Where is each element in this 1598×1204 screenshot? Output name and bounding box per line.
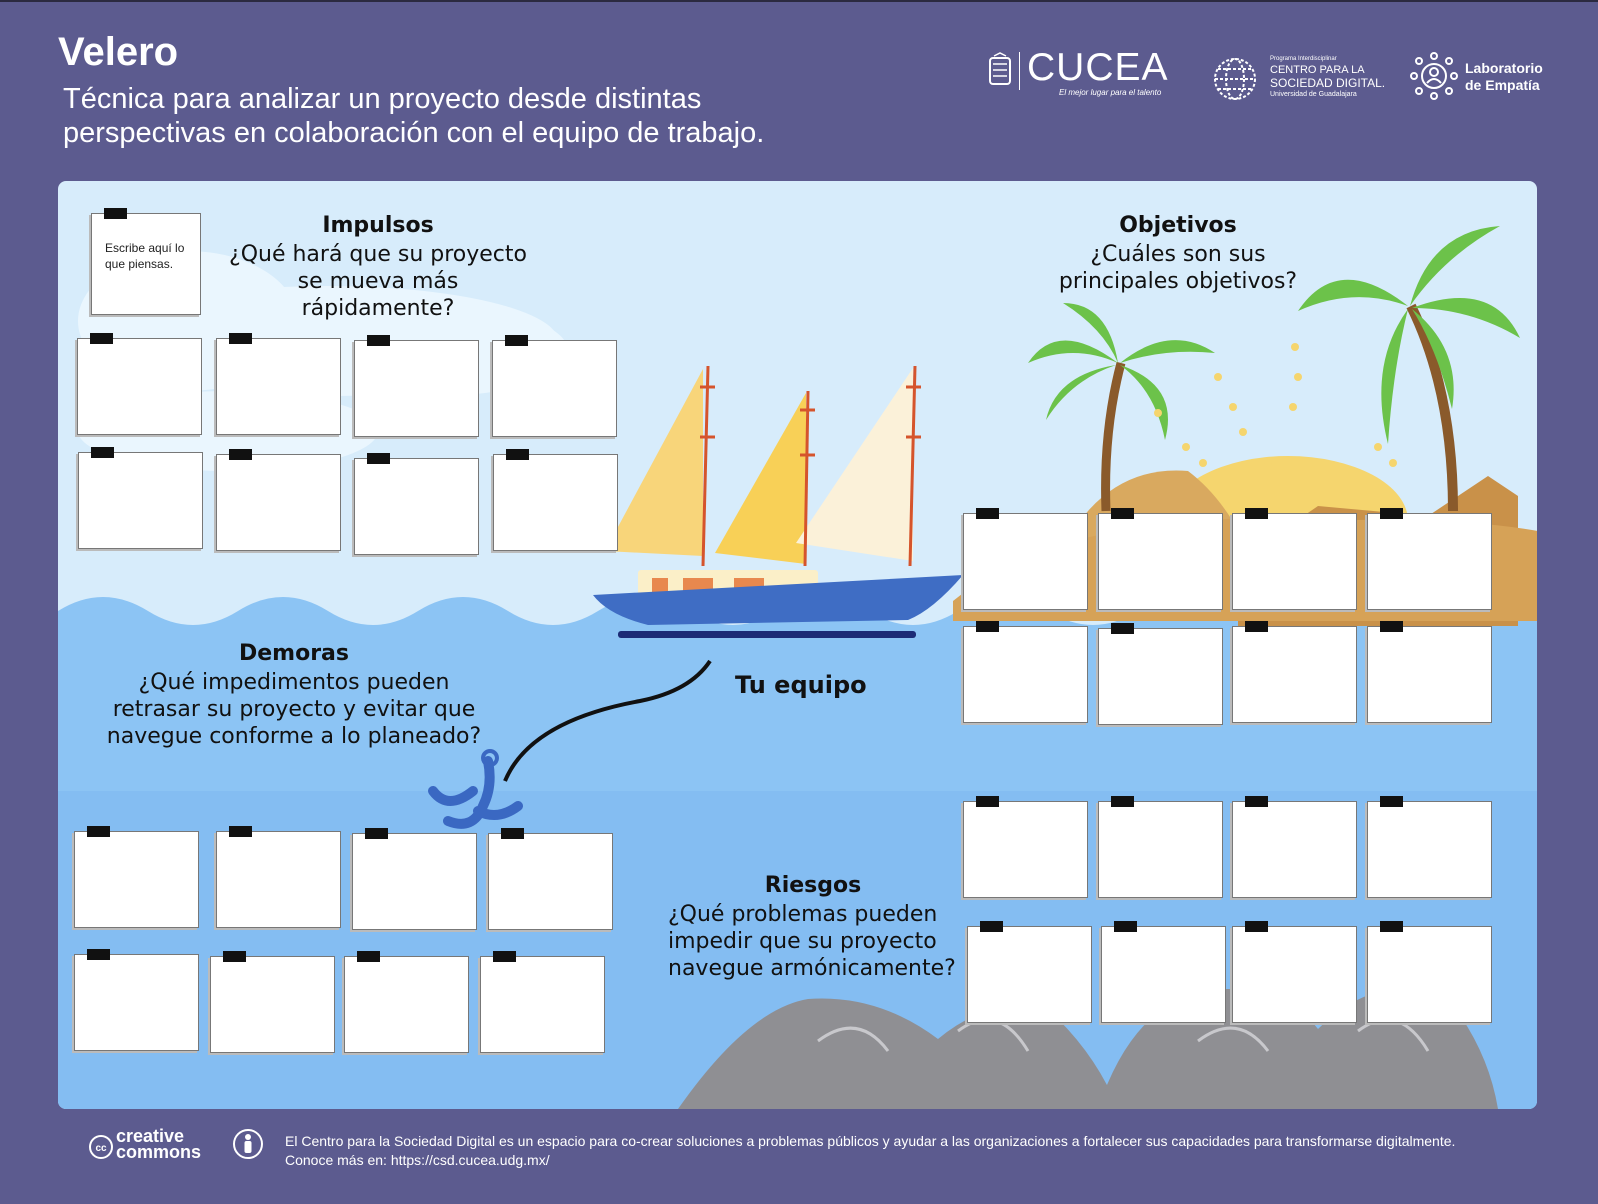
tape	[1245, 621, 1268, 632]
tape	[1380, 621, 1403, 632]
tape	[1114, 921, 1137, 932]
laboratorio-empatia-logo: Laboratorio de Empatía	[1410, 52, 1560, 102]
riesgos-section	[668, 871, 958, 982]
footer-link[interactable]: Conoce más en: https://csd.cucea.udg.mx/	[285, 1152, 550, 1168]
example-sticky-note[interactable]	[91, 213, 201, 315]
tape	[229, 826, 252, 837]
page-subtitle: Técnica para analizar un proyecto desde distintas perspectivas en colaboración con el equipo de trabajo.	[63, 83, 765, 149]
demoras-note[interactable]	[480, 956, 605, 1053]
objetivos-note[interactable]	[1098, 513, 1223, 610]
impulsos-note[interactable]	[492, 340, 617, 437]
riesgos-note[interactable]	[963, 801, 1088, 898]
tape	[223, 951, 246, 962]
footer-description: El Centro para la Sociedad Digital es un espacio para co-crear soluciones a problemas públicos y ayudar a las organizaciones a fortalecer sus capacidades para transformarse digitalmente.	[285, 1133, 1456, 1149]
tape	[365, 828, 388, 839]
impulsos-note[interactable]	[354, 458, 479, 555]
example-note-text: Escribe aquí lo que piensas.	[105, 241, 185, 271]
tape	[229, 449, 252, 460]
tape	[90, 333, 113, 344]
impulsos-note[interactable]	[77, 338, 202, 435]
demoras-note[interactable]	[74, 954, 199, 1051]
objetivos-note[interactable]	[1367, 626, 1492, 723]
team-label: Tu equipo	[735, 671, 867, 699]
university-seal-icon	[985, 52, 1015, 92]
objetivos-note[interactable]	[1098, 628, 1223, 725]
tape	[367, 335, 390, 346]
cc-icon	[88, 1134, 114, 1160]
demoras-question: ¿Qué impedimentos pueden retrasar su proyecto y evitar que navegue conforme a lo planeado?	[106, 670, 482, 749]
tape	[367, 453, 390, 464]
demoras-note[interactable]	[210, 956, 335, 1053]
tape	[357, 951, 380, 962]
demoras-note[interactable]	[74, 831, 199, 928]
tape	[1111, 508, 1134, 519]
demoras-section	[98, 639, 490, 750]
page-title: Velero	[58, 30, 179, 74]
tape	[1111, 623, 1134, 634]
demoras-note[interactable]	[216, 831, 341, 928]
csd-logo: Programa Interdisciplinar CENTRO PARA LA SOCIEDAD DIGITAL. Universidad de Guadalajara	[1212, 56, 1397, 104]
tape	[976, 621, 999, 632]
demoras-note[interactable]	[488, 833, 613, 930]
impulsos-note[interactable]	[493, 454, 618, 551]
tape	[91, 447, 114, 458]
tape	[1380, 796, 1403, 807]
objetivos-section	[1028, 211, 1328, 295]
demoras-title: Demoras	[238, 641, 349, 666]
footer-text	[285, 1132, 1545, 1170]
riesgos-title: Riesgos	[764, 873, 862, 898]
svg-text:cc: cc	[95, 1143, 107, 1154]
objetivos-note[interactable]	[1232, 626, 1357, 723]
tape	[1380, 921, 1403, 932]
tape	[493, 951, 516, 962]
tape	[87, 949, 110, 960]
tape	[1111, 796, 1134, 807]
demoras-note[interactable]	[352, 833, 477, 930]
tape	[980, 921, 1003, 932]
tape	[1380, 508, 1403, 519]
riesgos-note[interactable]	[1232, 801, 1357, 898]
riesgos-note[interactable]	[1367, 801, 1492, 898]
impulsos-note[interactable]	[216, 454, 341, 551]
attribution-icon	[232, 1128, 264, 1160]
demoras-note[interactable]	[344, 956, 469, 1053]
impulsos-question: ¿Qué hará que su proyecto se mueva más rápidamente?	[229, 242, 527, 321]
riesgos-note[interactable]	[1232, 926, 1357, 1023]
tape	[229, 333, 252, 344]
sailboat-illustration	[593, 366, 963, 638]
tape	[976, 796, 999, 807]
impulsos-note[interactable]	[216, 338, 341, 435]
tape	[1245, 921, 1268, 932]
tape	[505, 335, 528, 346]
objetivos-question: ¿Cuáles son sus principales objetivos?	[1058, 242, 1298, 294]
riesgos-question: ¿Qué problemas pueden impedir que su proyecto navegue armónicamente?	[668, 902, 956, 981]
impulsos-section	[218, 211, 538, 322]
impulsos-note[interactable]	[354, 340, 479, 437]
tape	[976, 508, 999, 519]
tape	[87, 826, 110, 837]
network-people-icon	[1410, 52, 1458, 100]
tape	[506, 449, 529, 460]
impulsos-note[interactable]	[78, 452, 203, 549]
tape	[1245, 508, 1268, 519]
riesgos-note[interactable]	[967, 926, 1092, 1023]
top-border	[0, 0, 1598, 2]
riesgos-note[interactable]	[1101, 926, 1226, 1023]
objetivos-note[interactable]	[963, 626, 1088, 723]
tape	[1245, 796, 1268, 807]
riesgos-note[interactable]	[1367, 926, 1492, 1023]
creative-commons-logo: cc creative commons	[88, 1128, 218, 1168]
objetivos-note[interactable]	[1232, 513, 1357, 610]
globe-icon	[1212, 56, 1258, 102]
tape	[501, 828, 524, 839]
riesgos-note[interactable]	[1098, 801, 1223, 898]
objetivos-note[interactable]	[1367, 513, 1492, 610]
impulsos-title: Impulsos	[322, 213, 434, 238]
cucea-logo: CUCEA El mejor lugar para el talento	[985, 50, 1170, 100]
tape	[104, 208, 127, 219]
sailboat-board	[58, 181, 1537, 1109]
objetivos-note[interactable]	[963, 513, 1088, 610]
objetivos-title: Objetivos	[1119, 213, 1237, 238]
